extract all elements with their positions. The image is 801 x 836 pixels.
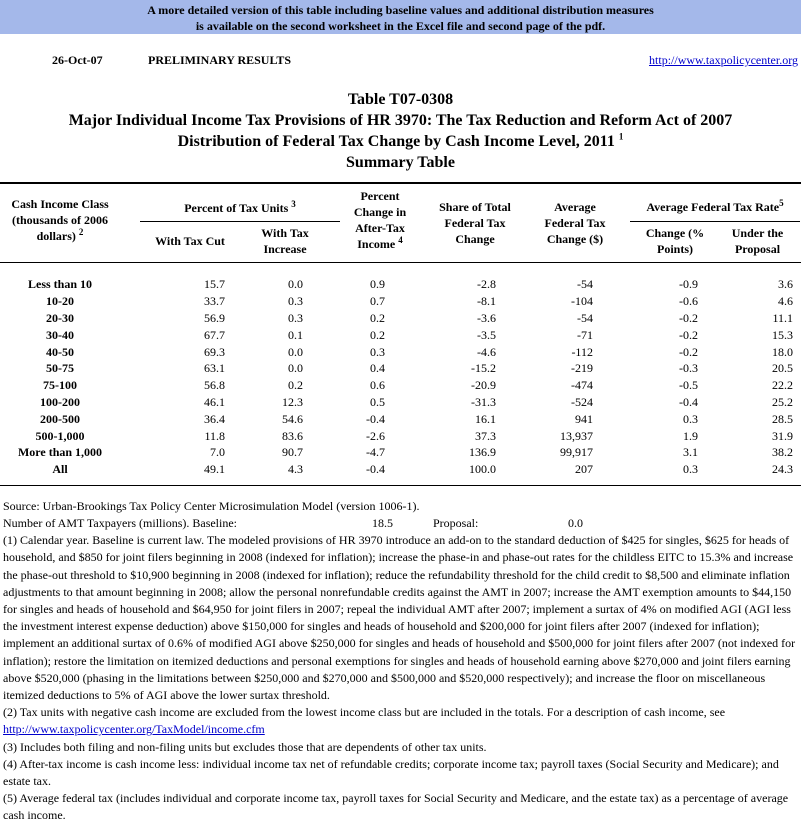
cell-cut: 7.0	[210, 445, 225, 460]
table-row	[0, 410, 793, 427]
cell-pct: 0.7	[370, 294, 385, 309]
table-row	[0, 276, 793, 293]
table-row	[0, 444, 793, 461]
cell-cut: 67.7	[204, 327, 225, 342]
table-id: Table T07-0308	[347, 91, 454, 108]
cell-pct: 0.9	[370, 277, 385, 292]
cell-rate: 24.3	[772, 462, 793, 477]
cell-inc: 83.6	[282, 428, 303, 443]
cell-inc: 0.3	[288, 294, 303, 309]
cell-avg: 941	[575, 411, 593, 426]
cell-share: -3.5	[477, 327, 496, 342]
cell-cut: 46.1	[204, 394, 225, 409]
cell-rate: 11.1	[772, 310, 793, 325]
footnote-4: (4) After-tax income is cash income less: individual income tax net of refundable credits; corporate income tax; payroll taxes (Social Security and Medicare); and estate tax.	[3, 756, 779, 789]
pct-units-underline	[140, 221, 340, 222]
cell-pct: -0.4	[366, 411, 385, 426]
footnote-3: (3) Includes both filing and non-filing units but excludes those that are dependents of other tax units.	[3, 739, 487, 754]
col-header-rate-change: Change (% Points)	[645, 226, 705, 256]
cell-pct: 0.5	[370, 394, 385, 409]
table-row	[0, 427, 793, 444]
cell-rchg: -0.9	[679, 277, 698, 292]
table-row	[0, 326, 793, 343]
footnotes	[3, 498, 798, 825]
cell-cut: 69.3	[204, 344, 225, 359]
table-row	[0, 360, 793, 377]
cell-cls: 20-30	[46, 310, 74, 325]
cell-share: -20.9	[471, 378, 496, 393]
cell-pct: -2.6	[366, 428, 385, 443]
cell-share: -2.8	[477, 277, 496, 292]
cell-avg: -112	[571, 344, 593, 359]
cell-rchg: -0.2	[679, 310, 698, 325]
col-header-rate-under-proposal: Under the Proposal	[731, 226, 784, 256]
title-line-4: Summary Table	[346, 154, 455, 171]
cell-avg: 207	[575, 462, 593, 477]
header-top-rule	[0, 182, 801, 184]
table-row	[0, 343, 793, 360]
cell-cut: 36.4	[204, 411, 225, 426]
cell-share: -31.3	[471, 394, 496, 409]
cell-avg: -71	[577, 327, 593, 342]
cell-rate: 3.6	[778, 277, 793, 292]
cell-cls: 100-200	[40, 394, 80, 409]
title-line-3: Distribution of Federal Tax Change by Cash Income Level, 2011 $^1$	[177, 131, 624, 150]
cell-cut: 49.1	[204, 462, 225, 477]
tpc-website-link[interactable]: http://www.taxpolicycenter.org	[649, 53, 798, 67]
cell-rchg: 3.1	[683, 445, 698, 460]
col-header-income-class: Cash Income Class (thousands of 2006 dollars) $^2$	[11, 197, 109, 243]
col-header-pct-change-income: Percent Change in After-Tax Income $^4$	[353, 189, 407, 251]
cell-cls: 500-1,000	[35, 428, 85, 443]
cell-cls: More than 1,000	[17, 445, 103, 460]
cell-share: -3.6	[477, 310, 496, 325]
col-header-avg-rate: Average Federal Tax Rate$^5$	[646, 198, 784, 214]
cell-inc: 90.7	[282, 445, 303, 460]
cell-cls: 75-100	[43, 378, 77, 393]
report-date: 26-Oct-07	[52, 53, 103, 67]
cell-rate: 25.2	[772, 394, 793, 409]
cell-rate: 31.9	[772, 428, 793, 443]
cell-pct: -4.7	[366, 445, 385, 460]
cell-cls: All	[52, 462, 68, 477]
cell-share: -15.2	[471, 361, 496, 376]
cell-share: 136.9	[469, 445, 496, 460]
table-row	[0, 461, 793, 478]
footnote-2: (2) Tax units with negative cash income are excluded from the lowest income class but are included in the totals. For a description of cash income, see http://www.taxpolicycenter.org/TaxModel/income.cfm	[3, 705, 726, 737]
cell-pct: 0.6	[370, 378, 385, 393]
cell-cls: 10-20	[46, 294, 74, 309]
cell-rchg: -0.2	[679, 327, 698, 342]
col-header-avg-change: Average Federal Tax Change ($)	[544, 200, 606, 246]
income-definition-link[interactable]: http://www.taxpolicycenter.org/TaxModel/income.cfm	[3, 722, 265, 737]
info-banner	[0, 0, 801, 34]
cell-rchg: 0.3	[683, 411, 698, 426]
table-row	[0, 293, 793, 310]
footnote-ref: 1	[618, 131, 624, 142]
cell-avg: -219	[571, 361, 593, 376]
cell-rate: 38.2	[772, 445, 793, 460]
amt-taxpayers-line: Number of AMT Taxpayers (millions). Baseline: 18.5 Proposal: 0.0	[3, 516, 583, 531]
cell-share: -8.1	[477, 294, 496, 309]
cell-cut: 56.8	[204, 378, 225, 393]
cell-inc: 0.2	[288, 378, 303, 393]
footnote-1: (1) Calendar year. Baseline is current law. The modeled provisions of HR 3970 introduce an add-on to the standard deduction of $425 for singles, $625 for heads of household, and $850 for joint filers beginning in 2008 (indexed for inflation); increase the phase-in and phase-out rates for the childless EITC to 15.3% and increase the phase-out threshold to $10,900 beginning in 2008 (indexed for inflation); reduce the refundability threshold for the child credit to $8,500 and eliminate inflation adjustments to that amount beginning in 2008; allow the personal nonrefundable credits against the AMT in 2007; increase the AMT exemption amounts to $44,150 for singles and heads of household and $64,950 for joint filers in 2007; repeal the individual AMT after 2007; implement a surtax of 4% on modified AGI (AGI less the investment interest expense deduction) above $150,000 for singles and heads of household and $200,000 for joint filers after 2007 (indexed for inflation); implement an additional surtax of 0.6% of modified AGI above $250,000 for singles and heads of household and $500,000 for joint filers after 2007 (not indexed for inflation); restore the limitation on itemized deductions and personal exemptions for singles and heads of household earning above $270,000 and joint filers earning above $520,000 (phasing in the limitations between $250,000 and $270,000 and $500,000 and $520,000 respectively); and increase the floor on miscellaneous itemized deductions to 5% of AGI above the lower surtax threshold.	[3, 533, 796, 703]
cell-rate: 28.5	[772, 411, 793, 426]
cell-rchg: -0.3	[679, 361, 698, 376]
title-line-2: Major Individual Income Tax Provisions of HR 3970: The Tax Reduction and Reform Act of 2007	[68, 112, 733, 129]
table-row	[0, 310, 793, 327]
cell-pct: 0.4	[370, 361, 385, 376]
table-bottom-rule	[0, 485, 801, 486]
cell-pct: 0.2	[370, 310, 385, 325]
cell-share: 16.1	[475, 411, 496, 426]
cell-cls: 40-50	[46, 344, 74, 359]
cell-inc: 0.0	[288, 277, 303, 292]
cell-rate: 22.2	[772, 378, 793, 393]
cell-avg: -474	[571, 378, 593, 393]
cell-inc: 0.1	[288, 327, 303, 342]
cell-share: -4.6	[477, 344, 496, 359]
cell-cut: 63.1	[204, 361, 225, 376]
cell-share: 37.3	[475, 428, 496, 443]
col-header-share-total: Share of Total Federal Tax Change	[439, 200, 511, 246]
banner-line-2: is available on the second worksheet in the Excel file and second page of the pdf.	[195, 19, 606, 33]
cell-inc: 4.3	[288, 462, 303, 477]
preliminary-label: PRELIMINARY RESULTS	[148, 53, 292, 67]
cell-inc: 0.0	[288, 361, 303, 376]
table-row	[0, 394, 793, 411]
cell-rchg: -0.6	[679, 294, 698, 309]
cell-inc: 0.3	[288, 310, 303, 325]
avg-rate-underline	[630, 221, 800, 222]
cell-pct: 0.3	[370, 344, 385, 359]
cell-inc: 54.6	[282, 411, 303, 426]
table-row	[0, 377, 793, 394]
cell-avg: 99,917	[560, 445, 593, 460]
cell-cls: 200-500	[40, 411, 80, 426]
cell-share: 100.0	[469, 462, 496, 477]
distribution-table	[0, 276, 793, 478]
cell-cls: 30-40	[46, 327, 74, 342]
cell-cls: Less than 10	[27, 277, 92, 292]
footnote-5: (5) Average federal tax (includes individual and corporate income tax, payroll taxes for Social Security and Medicare, and the estate tax) as a percentage of average cash income.	[3, 791, 789, 823]
cell-avg: -524	[571, 394, 593, 409]
col-header-pct-units: Percent of Tax Units $^3$	[184, 199, 296, 215]
cell-avg: -104	[571, 294, 593, 309]
col-header-with-tax-cut: With Tax Cut	[155, 234, 225, 248]
cell-rate: 4.6	[778, 294, 793, 309]
cell-avg: -54	[577, 310, 593, 325]
cell-rate: 20.5	[772, 361, 793, 376]
cell-pct: -0.4	[366, 462, 385, 477]
cell-pct: 0.2	[370, 327, 385, 342]
cell-rchg: 1.9	[683, 428, 698, 443]
cell-cls: 50-75	[46, 361, 74, 376]
cell-rchg: -0.5	[679, 378, 698, 393]
cell-rchg: 0.3	[683, 462, 698, 477]
source-note: Source: Urban-Brookings Tax Policy Center Microsimulation Model (version 1006-1).	[3, 499, 420, 513]
header-bottom-rule	[0, 262, 801, 263]
cell-inc: 12.3	[282, 394, 303, 409]
cell-cut: 33.7	[204, 294, 225, 309]
col-header-with-tax-increase: With Tax Increase	[261, 226, 309, 256]
cell-rchg: -0.2	[679, 344, 698, 359]
cell-rate: 18.0	[772, 344, 793, 359]
cell-inc: 0.0	[288, 344, 303, 359]
cell-rchg: -0.4	[679, 394, 698, 409]
banner-line-1: A more detailed version of this table including baseline values and additional distribution measures	[147, 3, 654, 17]
table-title	[0, 89, 801, 173]
cell-avg: 13,937	[560, 428, 593, 443]
cell-rate: 15.3	[772, 327, 793, 342]
cell-cut: 15.7	[204, 277, 225, 292]
cell-cut: 56.9	[204, 310, 225, 325]
cell-avg: -54	[577, 277, 593, 292]
cell-cut: 11.8	[204, 428, 225, 443]
